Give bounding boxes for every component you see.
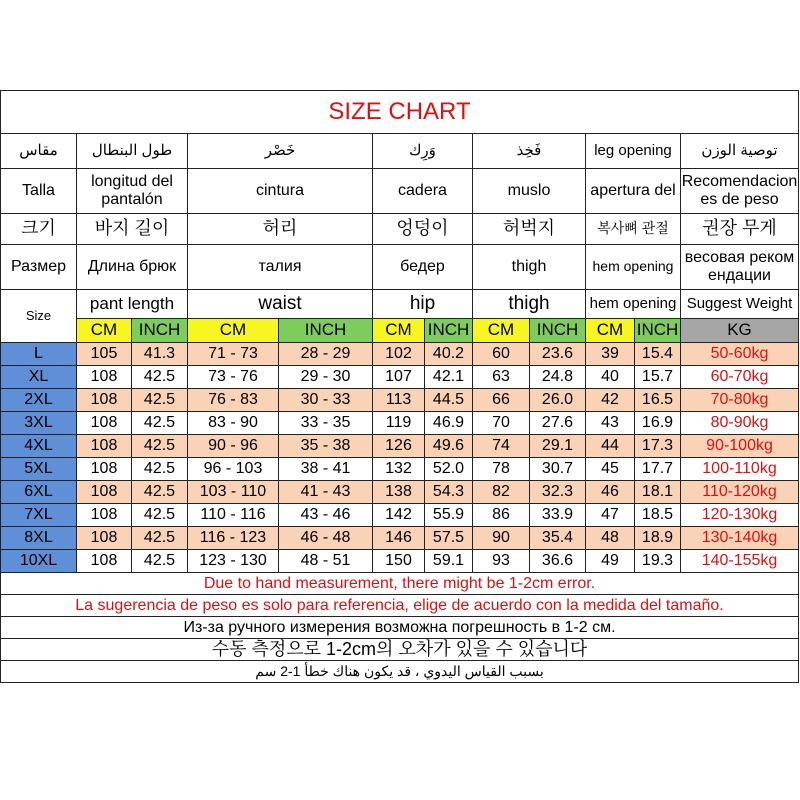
hip-inch-cell: 49.6 — [425, 435, 473, 458]
waist-cm-cell: 116 - 123 — [188, 527, 279, 550]
header-waist-ru: талия — [188, 245, 373, 290]
size-cell: 8XL — [1, 527, 77, 550]
weight-cell: 60-70kg — [681, 366, 799, 389]
header-size-ar: مقاس — [1, 134, 77, 169]
size-cell: 6XL — [1, 481, 77, 504]
hip-inch-cell: 57.5 — [425, 527, 473, 550]
hem-cm-cell: 45 — [586, 458, 635, 481]
waist-cm-cell: 123 - 130 — [188, 550, 279, 573]
hip-inch-cell: 52.0 — [425, 458, 473, 481]
thigh-cm-cell: 60 — [473, 343, 530, 366]
waist-cm-cell: 83 - 90 — [188, 412, 279, 435]
note-arabic — [1, 661, 799, 683]
header-waist-ko: 허리 — [188, 214, 373, 245]
waist-inch-cell: 29 - 30 — [279, 366, 373, 389]
thigh-inch-cell: 27.6 — [530, 412, 586, 435]
header-size-es: Talla — [1, 169, 77, 214]
size-cell: 4XL — [1, 435, 77, 458]
hip-inch-cell: 59.1 — [425, 550, 473, 573]
note-spanish: La sugerencia de peso es solo para referencia, elige de acuerdo con la medida del tamaño. — [1, 595, 799, 617]
waist-inch-cell: 41 - 43 — [279, 481, 373, 504]
table-row — [1, 435, 799, 458]
unit-cm: CM — [473, 319, 530, 343]
header-hem-ar: leg opening — [586, 134, 681, 169]
header-waist-es: cintura — [188, 169, 373, 214]
hem-cm-cell: 40 — [586, 366, 635, 389]
hem-inch-cell: 15.4 — [635, 343, 681, 366]
header-hem-ru: hem opening — [586, 245, 681, 290]
length-inch-cell: 42.5 — [132, 366, 188, 389]
hem-inch-cell: 16.9 — [635, 412, 681, 435]
header-length-en: pant length — [77, 290, 188, 319]
header-size-ru: Размер — [1, 245, 77, 290]
length-cm-cell: 108 — [77, 527, 132, 550]
header-weight-ko: 권장 무게 — [681, 214, 799, 245]
length-cm-cell: 105 — [77, 343, 132, 366]
header-hem-ko: 복사뼈 관절 — [586, 214, 681, 245]
hip-inch-cell: 40.2 — [425, 343, 473, 366]
table-row — [1, 527, 799, 550]
header-thigh-ar: فَخِذ — [473, 134, 586, 169]
hem-inch-cell: 18.1 — [635, 481, 681, 504]
waist-cm-cell: 96 - 103 — [188, 458, 279, 481]
table-row — [1, 458, 799, 481]
thigh-inch-cell: 23.6 — [530, 343, 586, 366]
hem-inch-cell: 19.3 — [635, 550, 681, 573]
length-cm-cell: 108 — [77, 435, 132, 458]
length-cm-cell: 108 — [77, 412, 132, 435]
length-inch-cell: 42.5 — [132, 527, 188, 550]
unit-cm: CM — [188, 319, 279, 343]
length-cm-cell: 108 — [77, 481, 132, 504]
unit-inch: INCH — [279, 319, 373, 343]
hip-cm-cell: 146 — [373, 527, 425, 550]
hem-cm-cell: 39 — [586, 343, 635, 366]
thigh-cm-cell: 90 — [473, 527, 530, 550]
waist-cm-cell: 103 - 110 — [188, 481, 279, 504]
thigh-inch-cell: 32.3 — [530, 481, 586, 504]
header-weight-ar: توصية الوزن — [681, 134, 799, 169]
waist-inch-cell: 33 - 35 — [279, 412, 373, 435]
table-row — [1, 389, 799, 412]
header-thigh-ko: 허벅지 — [473, 214, 586, 245]
weight-cell: 50-60kg — [681, 343, 799, 366]
thigh-inch-cell: 29.1 — [530, 435, 586, 458]
size-cell: L — [1, 343, 77, 366]
waist-inch-cell: 48 - 51 — [279, 550, 373, 573]
hem-inch-cell: 17.7 — [635, 458, 681, 481]
chart-title: SIZE CHART — [1, 91, 799, 134]
header-row-korean — [1, 214, 799, 245]
hip-cm-cell: 138 — [373, 481, 425, 504]
length-cm-cell: 108 — [77, 458, 132, 481]
hip-cm-cell: 132 — [373, 458, 425, 481]
hem-inch-cell: 18.5 — [635, 504, 681, 527]
length-inch-cell: 41.3 — [132, 343, 188, 366]
hem-inch-cell: 17.3 — [635, 435, 681, 458]
hem-cm-cell: 47 — [586, 504, 635, 527]
hem-inch-cell: 18.9 — [635, 527, 681, 550]
hip-inch-cell: 54.3 — [425, 481, 473, 504]
hip-cm-cell: 126 — [373, 435, 425, 458]
thigh-inch-cell: 33.9 — [530, 504, 586, 527]
unit-inch: INCH — [425, 319, 473, 343]
table-row — [1, 550, 799, 573]
header-weight-en: Suggest Weight — [681, 290, 799, 319]
header-thigh-ru: thigh — [473, 245, 586, 290]
length-cm-cell: 108 — [77, 504, 132, 527]
header-hem-en: hem opening — [586, 290, 681, 319]
size-cell: 3XL — [1, 412, 77, 435]
size-cell: XL — [1, 366, 77, 389]
length-inch-cell: 42.5 — [132, 550, 188, 573]
size-cell: 7XL — [1, 504, 77, 527]
size-cell: 10XL — [1, 550, 77, 573]
weight-cell: 70-80kg — [681, 389, 799, 412]
header-thigh-en: thigh — [473, 290, 586, 319]
note-korean: 수동 측정으로 1-2cm의 오차가 있을 수 있습니다 — [1, 639, 799, 661]
length-cm-cell: 108 — [77, 550, 132, 573]
thigh-cm-cell: 74 — [473, 435, 530, 458]
thigh-cm-cell: 70 — [473, 412, 530, 435]
length-cm-cell: 108 — [77, 389, 132, 412]
header-row-spanish — [1, 169, 799, 214]
hem-inch-cell: 16.5 — [635, 389, 681, 412]
thigh-inch-cell: 24.8 — [530, 366, 586, 389]
hem-cm-cell: 43 — [586, 412, 635, 435]
unit-row — [1, 319, 799, 343]
waist-cm-cell: 90 - 96 — [188, 435, 279, 458]
hip-inch-cell: 42.1 — [425, 366, 473, 389]
unit-cm: CM — [586, 319, 635, 343]
waist-cm-cell: 73 - 76 — [188, 366, 279, 389]
header-row-arabic — [1, 134, 799, 169]
hip-cm-cell: 107 — [373, 366, 425, 389]
header-length-es: longitud del pantalón — [77, 169, 188, 214]
size-cell: 5XL — [1, 458, 77, 481]
unit-inch: INCH — [635, 319, 681, 343]
hip-cm-cell: 119 — [373, 412, 425, 435]
unit-cm: CM — [373, 319, 425, 343]
thigh-inch-cell: 36.6 — [530, 550, 586, 573]
notes-section — [1, 573, 799, 683]
hem-cm-cell: 48 — [586, 527, 635, 550]
note-russian: Из-за ручного измерения возможна погрешность в 1-2 см. — [1, 617, 799, 639]
thigh-inch-cell: 30.7 — [530, 458, 586, 481]
size-cell: 2XL — [1, 389, 77, 412]
length-inch-cell: 42.5 — [132, 435, 188, 458]
hem-cm-cell: 49 — [586, 550, 635, 573]
header-section — [1, 91, 799, 343]
table-row — [1, 504, 799, 527]
waist-inch-cell: 30 - 33 — [279, 389, 373, 412]
thigh-cm-cell: 63 — [473, 366, 530, 389]
weight-cell: 100-110kg — [681, 458, 799, 481]
hip-cm-cell: 142 — [373, 504, 425, 527]
note-arabic-text: بسبب القياس اليدوي ، قد يكون هناك خطأ 1-2 سم — [255, 662, 544, 679]
note-english: Due to hand measurement, there might be 1-2cm error. — [1, 573, 799, 595]
hem-cm-cell: 44 — [586, 435, 635, 458]
header-hip-en: hip — [373, 290, 473, 319]
weight-cell: 80-90kg — [681, 412, 799, 435]
weight-cell: 110-120kg — [681, 481, 799, 504]
waist-cm-cell: 110 - 116 — [188, 504, 279, 527]
length-inch-cell: 42.5 — [132, 504, 188, 527]
unit-kg: KG — [681, 319, 799, 343]
table-row — [1, 481, 799, 504]
header-waist-en: waist — [188, 290, 373, 319]
length-inch-cell: 42.5 — [132, 412, 188, 435]
weight-cell: 130-140kg — [681, 527, 799, 550]
header-hem-es: apertura del — [586, 169, 681, 214]
header-hip-ar: وَرِك — [373, 134, 473, 169]
header-hip-ru: бедер — [373, 245, 473, 290]
waist-inch-cell: 35 - 38 — [279, 435, 373, 458]
hip-inch-cell: 46.9 — [425, 412, 473, 435]
length-inch-cell: 42.5 — [132, 481, 188, 504]
waist-cm-cell: 76 - 83 — [188, 389, 279, 412]
weight-cell: 90-100kg — [681, 435, 799, 458]
unit-inch: INCH — [530, 319, 586, 343]
header-size-ko: 크기 — [1, 214, 77, 245]
thigh-cm-cell: 78 — [473, 458, 530, 481]
header-weight-ru: весовая рекомендации — [681, 245, 799, 290]
header-row-russian — [1, 245, 799, 290]
header-weight-es: Recomendaciones de peso — [681, 169, 799, 214]
header-row-english — [1, 290, 799, 319]
hip-cm-cell: 150 — [373, 550, 425, 573]
length-cm-cell: 108 — [77, 366, 132, 389]
weight-cell: 140-155kg — [681, 550, 799, 573]
size-chart-table — [0, 90, 799, 683]
weight-cell: 120-130kg — [681, 504, 799, 527]
size-data-section — [1, 343, 799, 573]
hem-cm-cell: 42 — [586, 389, 635, 412]
hem-inch-cell: 15.7 — [635, 366, 681, 389]
header-thigh-es: muslo — [473, 169, 586, 214]
thigh-cm-cell: 66 — [473, 389, 530, 412]
thigh-inch-cell: 26.0 — [530, 389, 586, 412]
header-waist-ar: خَصْر — [188, 134, 373, 169]
header-hip-es: cadera — [373, 169, 473, 214]
hip-cm-cell: 113 — [373, 389, 425, 412]
thigh-cm-cell: 86 — [473, 504, 530, 527]
table-row — [1, 366, 799, 389]
header-length-ar: طول البنطال — [77, 134, 188, 169]
unit-inch: INCH — [132, 319, 188, 343]
length-inch-cell: 42.5 — [132, 458, 188, 481]
header-size-en: Size — [1, 290, 77, 343]
length-inch-cell: 42.5 — [132, 389, 188, 412]
header-length-ko: 바지 길이 — [77, 214, 188, 245]
hem-cm-cell: 46 — [586, 481, 635, 504]
table-row — [1, 343, 799, 366]
thigh-cm-cell: 93 — [473, 550, 530, 573]
waist-inch-cell: 38 - 41 — [279, 458, 373, 481]
table-row — [1, 412, 799, 435]
unit-cm: CM — [77, 319, 132, 343]
hip-inch-cell: 55.9 — [425, 504, 473, 527]
thigh-inch-cell: 35.4 — [530, 527, 586, 550]
hip-inch-cell: 44.5 — [425, 389, 473, 412]
header-length-ru: Длина брюк — [77, 245, 188, 290]
header-hip-ko: 엉덩이 — [373, 214, 473, 245]
waist-inch-cell: 43 - 46 — [279, 504, 373, 527]
waist-inch-cell: 28 - 29 — [279, 343, 373, 366]
thigh-cm-cell: 82 — [473, 481, 530, 504]
hip-cm-cell: 102 — [373, 343, 425, 366]
waist-inch-cell: 46 - 48 — [279, 527, 373, 550]
waist-cm-cell: 71 - 73 — [188, 343, 279, 366]
